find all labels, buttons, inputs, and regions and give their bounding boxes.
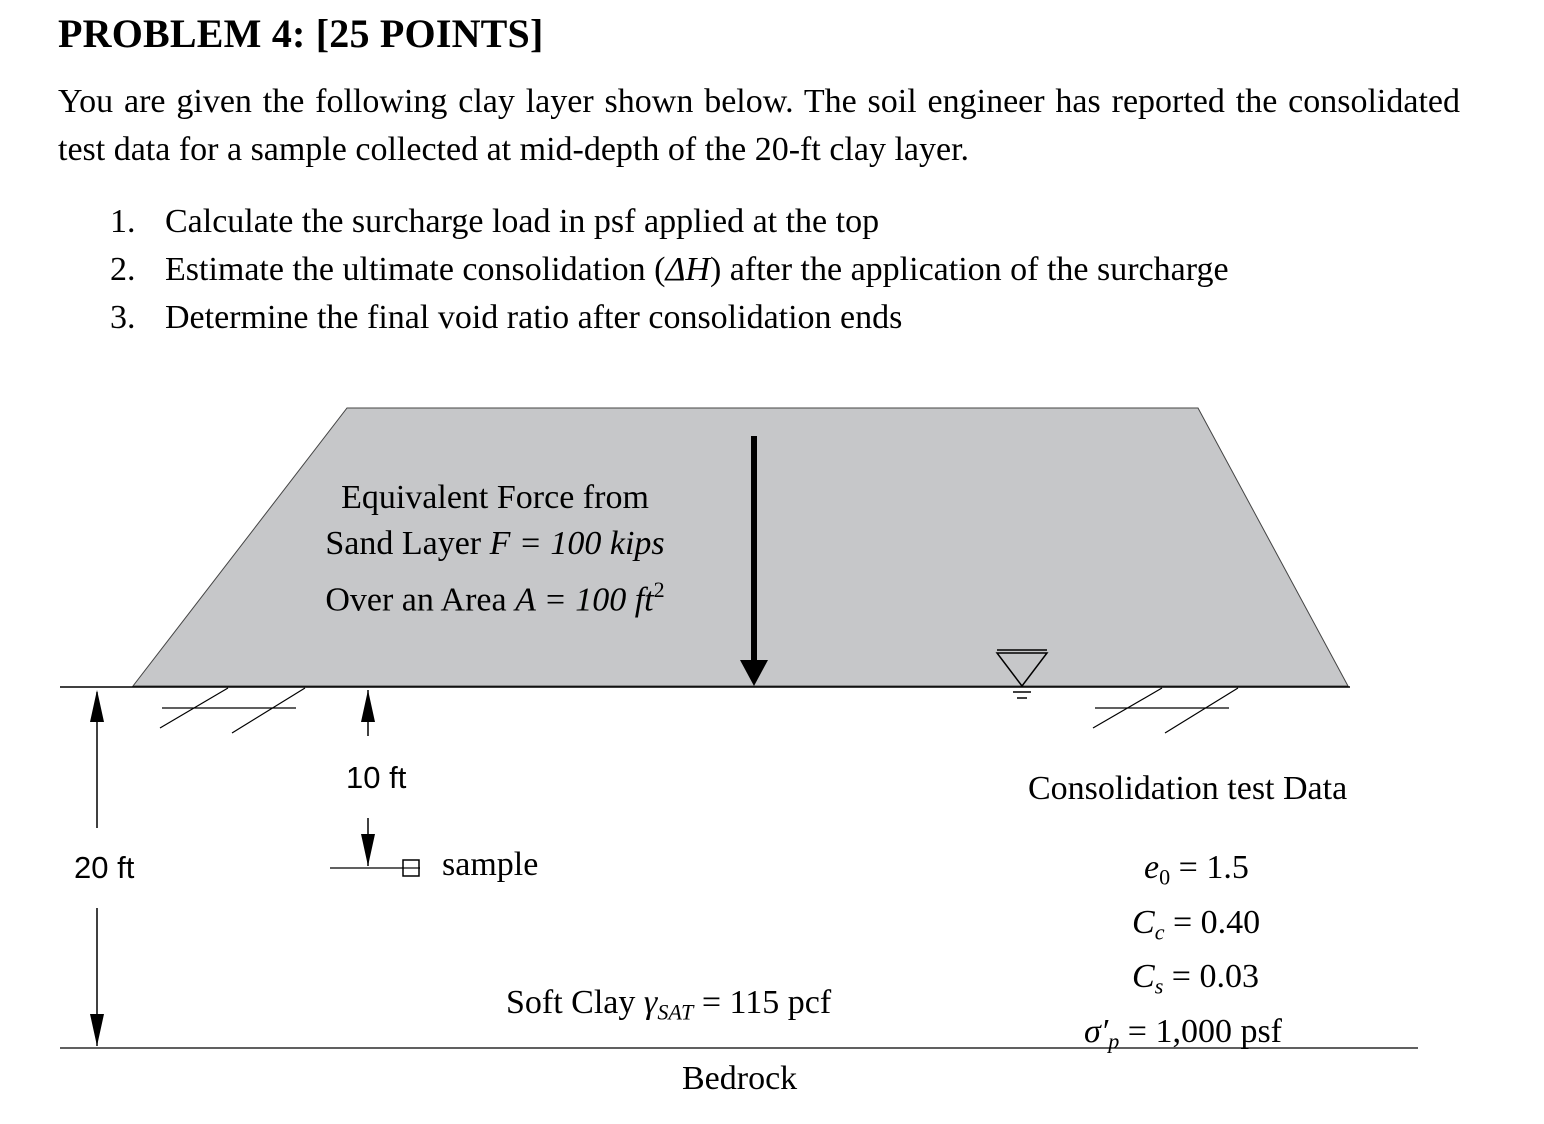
task-text: Calculate the surcharge load in psf applied at the top: [165, 203, 880, 240]
ground-hatch-left: [160, 688, 305, 733]
clay-gamma-symbol: γ: [643, 984, 658, 1021]
test-data-symbol: C: [1132, 958, 1155, 996]
test-data-symbol: C: [1132, 903, 1155, 941]
bedrock-label: Bedrock: [682, 1060, 798, 1097]
test-data-value: = 0.03: [1163, 958, 1259, 996]
force-label-text: Sand Layer: [325, 525, 490, 562]
test-data-value: = 0.40: [1164, 903, 1261, 941]
test-data-symbol: e: [1144, 849, 1160, 886]
area-label-math: A = 100 ft: [515, 581, 654, 619]
depth-sample-label: 10 ft: [346, 760, 407, 795]
force-label-math: F = 100 kips: [489, 525, 665, 562]
force-label-line1: Equivalent Force from: [341, 479, 649, 516]
task-number: 3.: [110, 299, 136, 336]
test-data-row: [1060, 900, 1360, 955]
test-data-value: = 1.5: [1170, 849, 1249, 886]
ground-hatch-right: [1093, 688, 1238, 733]
force-label-line3: [280, 567, 710, 623]
depth-total-label: 20 ft: [74, 850, 135, 885]
test-data-heading: Consolidation test Data: [1028, 770, 1348, 807]
clay-label-text: Soft Clay: [506, 984, 644, 1021]
test-data-table: [1060, 845, 1360, 1064]
area-label-text: Over an Area: [325, 581, 516, 619]
test-data-value: = 1,000 psf: [1119, 1012, 1282, 1050]
task-text: Determine the final void ratio after consolidation ends: [165, 299, 903, 336]
force-label-line2: [280, 521, 710, 567]
problem-title: PROBLEM 4: [25 POINTS]: [58, 11, 544, 56]
clay-label-value: = 115 pcf: [693, 984, 832, 1021]
test-data-row: [1060, 845, 1360, 900]
test-data-subscript: 0: [1159, 864, 1171, 890]
force-label: [280, 475, 710, 623]
test-data-row: [1060, 1009, 1360, 1064]
clay-gamma-subscript: SAT: [657, 999, 694, 1025]
test-data-row: [1060, 954, 1360, 1009]
test-data-subscript: s: [1154, 973, 1164, 999]
sample-label: sample: [442, 846, 539, 883]
test-data-subscript: c: [1154, 919, 1165, 945]
test-data-subscript: p: [1108, 1028, 1120, 1054]
task-number: 1.: [110, 203, 136, 240]
task-number: 2.: [110, 251, 136, 288]
task-text: Estimate the ultimate consolidation (: [165, 251, 666, 288]
clay-label: [506, 984, 831, 1026]
task-text: ) after the application of the surcharge: [709, 251, 1229, 288]
area-label-superscript: 2: [653, 577, 665, 602]
problem-intro: You are given the following clay layer shown below. The soil engineer has reported the consolidated test data for a sample collected at mid-depth of the 20-ft clay layer.: [58, 83, 1460, 168]
task-math: ΔH: [665, 251, 710, 288]
test-data-symbol: σ′: [1084, 1012, 1109, 1050]
